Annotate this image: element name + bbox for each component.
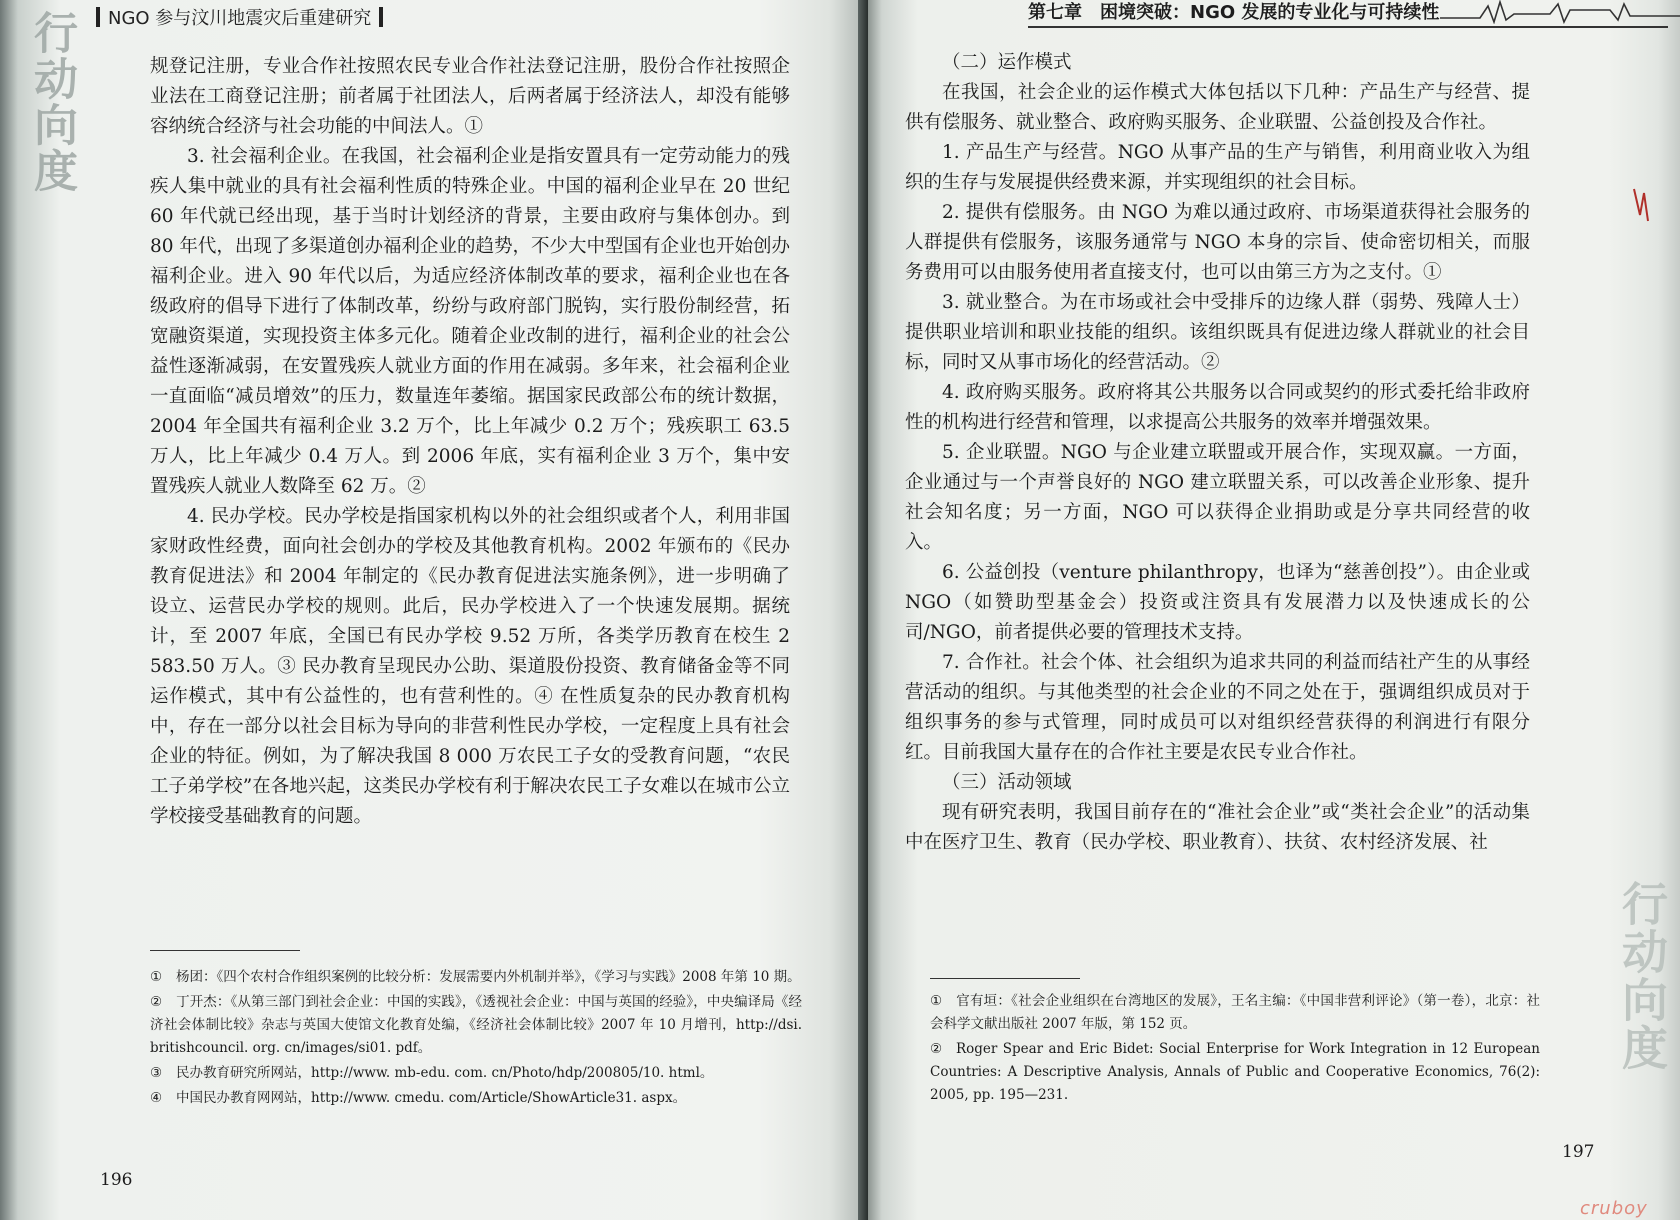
footnote-text: 杨团：《四个农村合作组织案例的比较分析：发展需要内外机制并举》，《学习与实践》2008 年第 10 期。	[176, 969, 801, 985]
paragraph: 3. 社会福利企业。在我国，社会福利企业是指安置具有一定劳动能力的残疾人集中就业的具有社会福利性质的特殊企业。中国的福利企业早在 20 世纪 60 年代就已经出现，基于当时计划经济的背景，主要由政府与集体创办。到 80 年代，出现了多渠道创办福利企业的趋势，不少大中型国有企业也开始创办福利企业。进入 90 年代以后，为适应经济体制改革的要求，福利企业也在各级政府的倡导下进行了体制改革，纷纷与政府部门脱钩，实行股份制经营，拓宽融资渠道，实现投资主体多元化。随着企业改制的进行，福利企业的社会公益性逐渐减弱，在安置残疾人就业方面的作用在减弱。多年来，社会福利企业一直面临“减员增效”的压力，数量连年萎缩。据国家民政部公布的统计数据，2004 年全国共有福利企业 3.2 万个，比上年减少 0.2 万个；残疾职工 63.5 万人，比上年减少 0.4 万人。到 2006 年底，实有福利企业 3 万个，集中安置残疾人就业人数降至 62 万。②	[150, 146, 790, 497]
footnote	[150, 966, 802, 989]
left-margin-decoration: 行动向度	[26, 10, 77, 194]
running-head-bar	[96, 7, 100, 27]
red-pen-mark-icon	[1630, 185, 1652, 225]
paragraph: 6. 公益创投（venture philanthropy，也译为“慈善创投”）。由企业或 NGO（如赞助型基金会）投资或注资具有发展潜力以及快速成长的公司/NGO，前者提供必要的管理技术支持。	[905, 562, 1530, 643]
watermark: cruboy	[1580, 1198, 1648, 1219]
footnote	[930, 1038, 1540, 1107]
footnote-text: 官有垣：《社会企业组织在台湾地区的发展》，王名主编：《中国非营利评论》（第一卷），北京：社会科学文献出版社 2007 年版，第 152 页。	[930, 993, 1540, 1032]
heartbeat-line-icon	[1440, 0, 1680, 24]
left-running-head-text: NGO 参与汶川地震灾后重建研究	[108, 8, 372, 29]
footnote-mark: ①	[930, 993, 943, 1009]
right-page-number: 197	[1562, 1142, 1595, 1162]
running-head-title: 困境突破：NGO 发展的专业化与可持续性	[1100, 2, 1440, 23]
footnote-mark: ④	[150, 1090, 163, 1106]
footnote-text: 民办教育研究所网站，http://www. mb-edu. com. cn/Photo/hdp/200805/10. html。	[176, 1065, 714, 1081]
section-heading: （三）活动领域	[942, 772, 1072, 793]
footnote-rule	[150, 950, 300, 951]
left-footnotes	[150, 966, 802, 1112]
running-head-rule	[1028, 26, 1668, 28]
paragraph: 4. 民办学校。民办学校是指国家机构以外的社会组织或者个人，利用非国家财政性经费，面向社会创办的学校及其他教育机构。2002 年颁布的《民办教育促进法》和 2004 年制定的《民办教育促进法实施条例》，进一步明确了设立、运营民办学校的规则。此后，民办学校进入了一个快速发展期。据统计，至 2007 年底，全国已有民办学校 9.52 万所，各类学历教育在校生 2 583.50 万人。③ 民办教育呈现民办公助、渠道股份投资、教育储备金等不同运作模式，其中有公益性的，也有营利性的。④ 在性质复杂的民办教育机构中，存在一部分以社会目标为导向的非营利性民办学校，一定程度上具有社会企业的特征。例如，为了解决我国 8 000 万农民工子女的受教育问题，“农民工子弟学校”在各地兴起，这类民办学校有利于解决农民工子女难以在城市公立学校接受基础教育的问题。	[150, 506, 790, 827]
right-page	[868, 0, 1680, 1220]
paragraph: 规登记注册，专业合作社按照农民专业合作社法登记注册，股份合作社按照企业法在工商登记注册；前者属于社团法人，后两者属于经济法人，却没有能够容纳统合经济与社会功能的中间法人。①	[150, 56, 790, 137]
paragraph: 1. 产品生产与经营。NGO 从事产品的生产与销售，利用商业收入为组织的生存与发展提供经费来源，并实现组织的社会目标。	[905, 142, 1530, 193]
right-running-head	[1028, 0, 1439, 26]
running-head-chapter: 第七章	[1028, 2, 1082, 23]
paragraph: 7. 合作社。社会个体、社会组织为追求共同的利益而结社产生的从事经营活动的组织。与其他类型的社会企业的不同之处在于，强调组织成员对于组织事务的参与式管理，同时成员可以对组织经营获得的利润进行有限分红。目前我国大量存在的合作社主要是农民专业合作社。	[905, 652, 1530, 763]
footnote-mark: ①	[150, 969, 163, 985]
paragraph: 在我国，社会企业的运作模式大体包括以下几种：产品生产与经营、提供有偿服务、就业整合、政府购买服务、企业联盟、公益创投及合作社。	[905, 82, 1530, 133]
footnote-text: 丁开杰：《从第三部门到社会企业：中国的实践》，《透视社会企业：中国与英国的经验》，中央编译局《经济社会体制比较》杂志与英国大使馆文化教育处编，《经济社会体制比较》2007 年 10 月增刊，http://dsi. britishcouncil. org. cn/images/si01. pdf。	[150, 994, 802, 1056]
paragraph: 3. 就业整合。为在市场或社会中受排斥的边缘人群（弱势、残障人士）提供职业培训和职业技能的组织。该组织既具有促进边缘人群就业的社会目标，同时又从事市场化的经营活动。②	[905, 292, 1530, 373]
footnote-text: Roger Spear and Eric Bidet: Social Enterprise for Work Integration in 12 European Countries: A Descriptive Analysis, Annals of Public and Cooperative Economics, 76(2): 2005, pp. 195—231.	[930, 1041, 1540, 1103]
right-footnotes	[930, 990, 1540, 1109]
section-heading: （二）运作模式	[942, 52, 1072, 73]
paragraph: 4. 政府购买服务。政府将其公共服务以合同或契约的形式委托给非政府性的机构进行经营和管理，以求提高公共服务的效率并增强效果。	[905, 382, 1530, 433]
running-head-bar	[379, 7, 383, 27]
footnote-mark: ②	[150, 994, 163, 1010]
footnote-rule	[930, 978, 1080, 979]
right-body-text	[905, 48, 1530, 858]
left-body-text	[150, 52, 790, 832]
paragraph: 2. 提供有偿服务。由 NGO 为难以通过政府、市场渠道获得社会服务的人群提供有偿服务，该服务通常与 NGO 本身的宗旨、使命密切相关，而服务费用可以由服务使用者直接支付，也可以由第三方为之支付。①	[905, 202, 1530, 283]
left-page-number: 196	[100, 1170, 133, 1190]
footnote	[150, 1062, 802, 1085]
footnote	[930, 990, 1540, 1036]
footnote-text: 中国民办教育网网站，http://www. cmedu. com/Article/ShowArticle31. aspx。	[176, 1090, 687, 1106]
paragraph: 5. 企业联盟。NGO 与企业建立联盟或开展合作，实现双赢。一方面，企业通过与一个声誉良好的 NGO 建立联盟关系，可以改善企业形象、提升社会知名度；另一方面，NGO 可以获得企业捐助或是分享共同经营的收入。	[905, 442, 1530, 553]
footnote	[150, 991, 802, 1060]
footnote-mark: ②	[930, 1041, 943, 1057]
left-running-head	[88, 4, 391, 34]
footnote	[150, 1087, 802, 1110]
paragraph: 现有研究表明，我国目前存在的“准社会企业”或“类社会企业”的活动集中在医疗卫生、教育（民办学校、职业教育）、扶贫、农村经济发展、社	[905, 802, 1530, 853]
right-margin-decoration: 行动向度	[1615, 880, 1669, 1072]
footnote-mark: ③	[150, 1065, 163, 1081]
